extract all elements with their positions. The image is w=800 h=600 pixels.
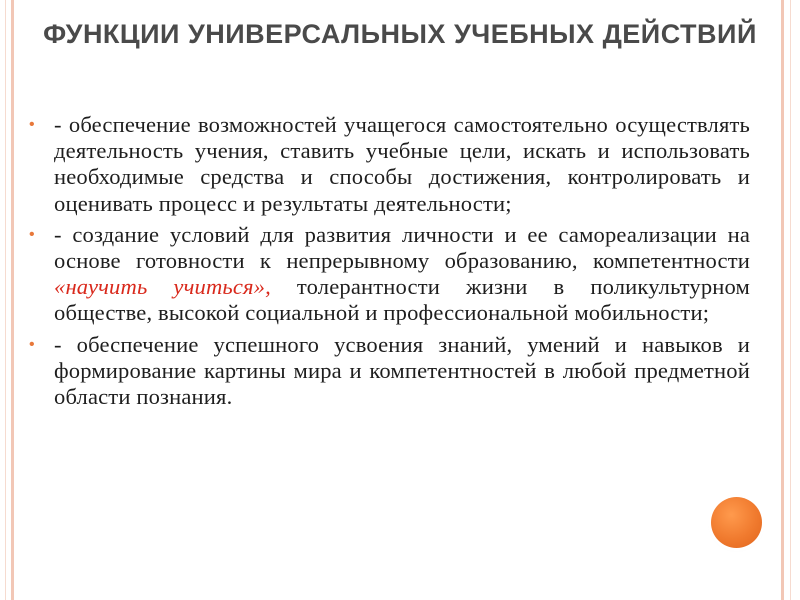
bullet-text-continued: толерантности жизни в поликультурном обществе, высокой социальной и профессиональной мобильности;: [54, 274, 751, 326]
bullet-item-2: [28, 222, 750, 327]
frame-edge-line-left: [5, 0, 6, 600]
bullet-text: - обеспечение успешного усвоения знаний, умений и навыков и формирование картины мира и компетентностей в любой предметной области познания.: [54, 331, 750, 410]
bullet-marker: •: [29, 116, 35, 133]
bullet-item-3: [28, 332, 750, 411]
bullet-text: - обеспечение возможностей учащегося самостоятельно осуществлять деятельность учения, ставить учебные цели, искать и использовать необходимые средства и способы достижения, контролировать и оценивать процесс и результаты деятельности;: [54, 112, 750, 216]
bullet-item-1: [28, 112, 750, 217]
bullet-list: [28, 112, 750, 415]
bullet-text: - создание условий для развития личности и ее самореализации на основе готовности к непрерывному образованию, компетентности: [54, 221, 750, 274]
highlighted-phrase: «научить учиться»,: [54, 274, 271, 300]
slide-title: ФУНКЦИИ УНИВЕРСАЛЬНЫХ УЧЕБНЫХ ДЕЙСТВИЙ: [43, 19, 757, 49]
orange-circle-icon: [711, 497, 762, 548]
bullet-marker: •: [29, 335, 35, 353]
frame-edge-line-right: [790, 0, 791, 600]
bullet-marker: •: [29, 225, 35, 243]
